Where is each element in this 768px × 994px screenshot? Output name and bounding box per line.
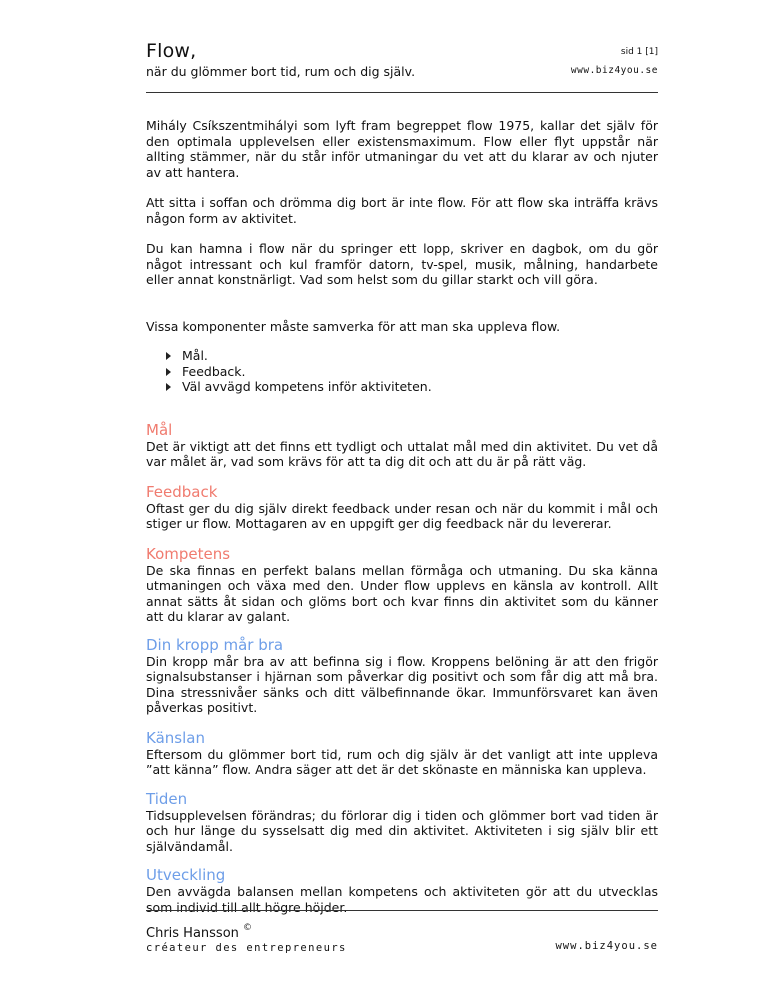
section-body-tiden: Tidsupplevelsen förändras; du förlorar dig i tiden och glömmer bort vad tiden är och hur länge du sysselsatt dig med din aktivitet. Aktiviteten i sig själv blir ett självändamål. [146,807,658,854]
header-divider [146,92,658,93]
copyright-mark: © [243,923,253,933]
list-item: Väl avvägd kompetens inför aktiviteten. [166,379,658,395]
components-intro: Vissa komponenter måste samverka för att man ska uppleva flow. [146,318,561,334]
section-body-utveckling: Den avvägda balansen mellan kompetens och aktiviteten gör att du utvecklas som individ till allt högre höjder. [146,884,658,915]
section-heading-feedback: Feedback [146,482,218,501]
section-heading-tiden: Tiden [146,789,188,808]
intro-paragraph: Du kan hamna i flow när du springer ett lopp, skriver en dagbok, om du gör något intressant och kul framför datorn, tv-spel, musik, målning, handarbete eller annat konstnärligt. Vad som helst som du gillar starkt och vill göra. [146,241,658,287]
footer-author: Chris Hansson © [146,923,253,941]
section-body-mal: Det är viktigt att det finns ett tydligt och uttalat mål med din aktivitet. Du vet då var målet är, vad som krävs för att ta dig dit och att du är på rätt väg. [146,438,658,469]
footer-divider [146,910,658,911]
bullet-arrow-icon [166,383,171,391]
section-body-kompetens: De ska finnas en perfekt balans mellan förmåga och utmaning. Du ska känna utmaningen och växa med den. Under flow upplevs en känsla av kontroll. Allt annat sätts åt sidan och glöms bort och kvar finns din aktivitet som du känner att du klarar av galant. [146,562,658,624]
document-subtitle: när du glömmer bort tid, rum och dig själv. [146,64,416,79]
bullet-arrow-icon [166,352,171,360]
intro-paragraph: Mihály Csíkszentmihályi som lyft fram begreppet flow 1975, kallar det själv för den optimala upplevelsen eller existensmaximum. Flow eller flyt uppstår när allting stämmer, när du står inför utmaningar du vet att du klarar av och njuter av att hantera. [146,118,658,180]
section-body-feedback: Oftast ger du dig själv direkt feedback under resan och när du kommit i mål och stiger ur flow. Mottagaren av en uppgift ger dig feedback när du levererar. [146,500,658,531]
page-number: sid 1 [1] [620,47,658,57]
section-heading-kanslan: Känslan [146,728,205,747]
section-heading-mal: Mål [146,420,173,439]
header-website: www.biz4you.se [570,65,658,76]
bullet-arrow-icon [166,368,171,376]
list-item: Feedback. [166,364,658,380]
footer-website: www.biz4you.se [555,940,658,952]
section-heading-utveckling: Utveckling [146,866,226,884]
components-list [146,348,658,395]
section-body-kanslan: Eftersom du glömmer bort tid, rum och dig själv är det vanligt att inte uppleva ”att känna” flow. Andra säger att det är det skönaste en människa kan uppleva. [146,746,658,777]
document-title: Flow, [146,40,197,62]
document-page [146,40,658,915]
section-body-din-kropp: Din kropp mår bra av att befinna sig i flow. Kroppens belöning är att den frigör signalsubstanser i hjärnan som påverkar dig positivt och som får dig att må bra. Dina stressnivåer sänks och ditt välbefinnande ökar. Immunförsvaret kan även påverkas positivt. [146,653,658,715]
page-footer [146,910,658,954]
section-heading-kompetens: Kompetens [146,544,231,563]
list-item: Mål. [166,348,658,364]
page-header [146,40,658,92]
footer-tagline: créateur des entrepreneurs [146,942,347,954]
section-heading-din-kropp: Din kropp mår bra [146,635,284,654]
intro-paragraph: Att sitta i soffan och drömma dig bort är inte flow. För att flow ska inträffa krävs någon form av aktivitet. [146,195,658,226]
